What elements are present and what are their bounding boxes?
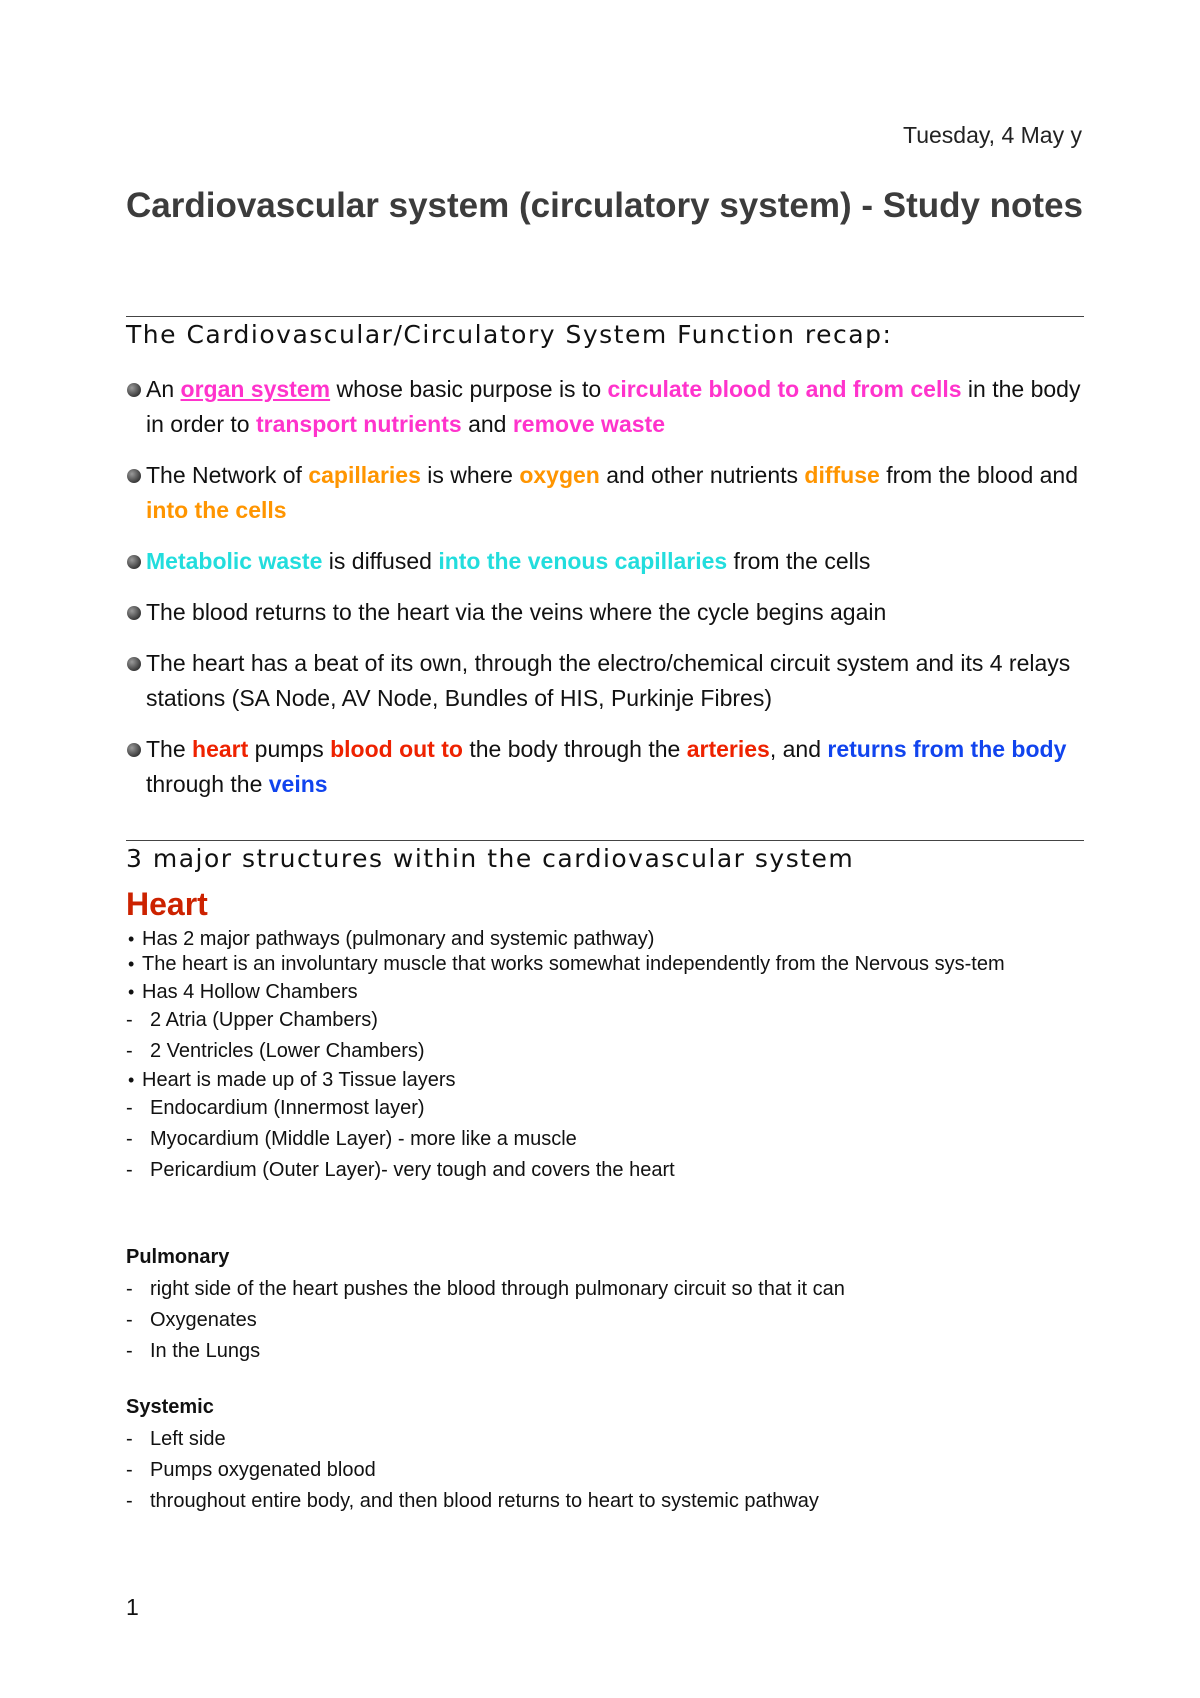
highlight-term: oxygen — [519, 462, 600, 488]
list-item — [126, 1005, 1086, 1036]
bullet-marker: • — [128, 954, 135, 974]
highlight-term: into the venous capillaries — [438, 548, 728, 574]
dash-marker: - — [126, 1278, 133, 1300]
pulmonary-list — [126, 1274, 1086, 1367]
highlight-term: circulate blood to and from cells — [607, 376, 962, 402]
list-item — [126, 1424, 1086, 1455]
highlight-term: veins — [268, 771, 328, 797]
bullet-icon — [127, 657, 141, 671]
item-text: 2 Ventricles (Lower Chambers) — [150, 1040, 425, 1062]
highlight-term: blood out to — [330, 736, 463, 762]
item-text: right side of the heart pushes the blood through pulmonary circuit so that it can — [150, 1278, 845, 1300]
highlight-term: returns from the body — [827, 736, 1067, 762]
list-item — [126, 1155, 1086, 1186]
text: An — [146, 376, 181, 402]
heart-heading: Heart — [126, 886, 208, 922]
bullet-icon — [127, 555, 141, 569]
list-item — [126, 979, 1086, 1005]
list-item — [126, 646, 1086, 716]
item-text: The heart is an involuntary muscle that works somewhat independently from the Nervous sys-tem — [142, 953, 1005, 975]
bullet-icon — [127, 606, 141, 620]
text: in the body in order to — [146, 376, 1081, 437]
highlight-term: into the cells — [146, 497, 287, 523]
page-title: Cardiovascular system (circulatory system) - Study notes — [126, 186, 1084, 225]
section-heading-major-structures: 3 major structures within the cardiovascular system — [126, 844, 855, 873]
highlight-term: diffuse — [804, 462, 880, 488]
text: and other nutrients — [599, 462, 805, 488]
section-heading-function-recap: The Cardiovascular/Circulatory System Function recap: — [126, 320, 893, 349]
list-item — [126, 1036, 1086, 1067]
function-recap-list — [126, 372, 1086, 818]
dash-marker: - — [126, 1428, 133, 1450]
highlight-term: remove waste — [512, 411, 665, 437]
text: is where — [420, 462, 520, 488]
highlight-term: heart — [192, 736, 249, 762]
item-text: Has 2 major pathways (pulmonary and systemic pathway) — [142, 928, 655, 950]
text: and — [461, 411, 513, 437]
bullet-icon — [127, 469, 141, 483]
dash-marker: - — [126, 1459, 133, 1481]
pulmonary-heading: Pulmonary — [126, 1246, 230, 1268]
text: , and — [769, 736, 828, 762]
item-text: Heart is made up of 3 Tissue layers — [142, 1069, 456, 1091]
text: is diffused — [322, 548, 439, 574]
systemic-list — [126, 1424, 1086, 1517]
text: whose basic purpose is to — [330, 376, 608, 402]
text: the body through the — [462, 736, 687, 762]
list-item — [126, 1093, 1086, 1124]
list-item — [126, 1124, 1086, 1155]
list-item — [126, 1336, 1086, 1367]
dash-marker: - — [126, 1340, 133, 1362]
bullet-marker: • — [128, 1070, 135, 1090]
list-item — [126, 1455, 1086, 1486]
page-number: 1 — [126, 1594, 139, 1620]
highlight-term: arteries — [686, 736, 770, 762]
dash-marker: - — [126, 1009, 133, 1031]
item-text: Myocardium (Middle Layer) - more like a muscle — [150, 1128, 577, 1150]
item-text: Pumps oxygenated blood — [150, 1459, 376, 1481]
highlight-term: capillaries — [308, 462, 421, 488]
list-item — [126, 926, 1086, 952]
section-divider — [126, 840, 1084, 841]
text: from the blood and — [879, 462, 1078, 488]
text: The — [146, 736, 193, 762]
highlight-term: transport nutrients — [255, 411, 462, 437]
date: Tuesday, 4 May y — [903, 122, 1082, 148]
list-item — [126, 458, 1086, 528]
item-text: Has 4 Hollow Chambers — [142, 981, 358, 1003]
bullet-icon — [127, 383, 141, 397]
highlight-term: Metabolic waste — [146, 548, 323, 574]
bullet-icon — [127, 743, 141, 757]
section-divider — [126, 316, 1084, 317]
text: The blood returns to the heart via the veins where the cycle begins again — [146, 599, 887, 625]
text: through the — [146, 771, 269, 797]
list-item — [126, 544, 1086, 579]
list-item — [126, 1067, 1086, 1093]
item-text: In the Lungs — [150, 1340, 261, 1362]
bullet-marker: • — [128, 929, 135, 949]
text: The Network of — [146, 462, 309, 488]
text: The heart has a beat of its own, through the electro/chemical circuit system and its 4 relays stations (SA Node, AV Node, Bundles of HIS, Purkinje Fibres) — [146, 650, 1071, 711]
systemic-heading: Systemic — [126, 1396, 214, 1418]
item-text: Pericardium (Outer Layer)- very tough and covers the heart — [150, 1159, 675, 1181]
item-text: Endocardium (Innermost layer) — [150, 1097, 425, 1119]
dash-marker: - — [126, 1309, 133, 1331]
dash-marker: - — [126, 1097, 133, 1119]
list-item — [126, 595, 1086, 630]
highlight-term: organ system — [180, 376, 331, 402]
item-text: Oxygenates — [150, 1309, 257, 1331]
list-item — [126, 952, 1086, 976]
list-item — [126, 372, 1086, 442]
text: pumps — [248, 736, 331, 762]
dash-marker: - — [126, 1490, 133, 1512]
bullet-marker: • — [128, 982, 135, 1002]
dash-marker: - — [126, 1159, 133, 1181]
dash-marker: - — [126, 1128, 133, 1150]
list-item — [126, 1305, 1086, 1336]
list-item — [126, 1274, 1086, 1305]
item-text: 2 Atria (Upper Chambers) — [150, 1009, 378, 1031]
text: from the cells — [727, 548, 871, 574]
item-text: Left side — [150, 1428, 226, 1450]
item-text: throughout entire body, and then blood returns to heart to systemic pathway — [150, 1490, 819, 1512]
list-item — [126, 1486, 1086, 1517]
list-item — [126, 732, 1086, 802]
heart-list — [126, 926, 1086, 1186]
dash-marker: - — [126, 1040, 133, 1062]
